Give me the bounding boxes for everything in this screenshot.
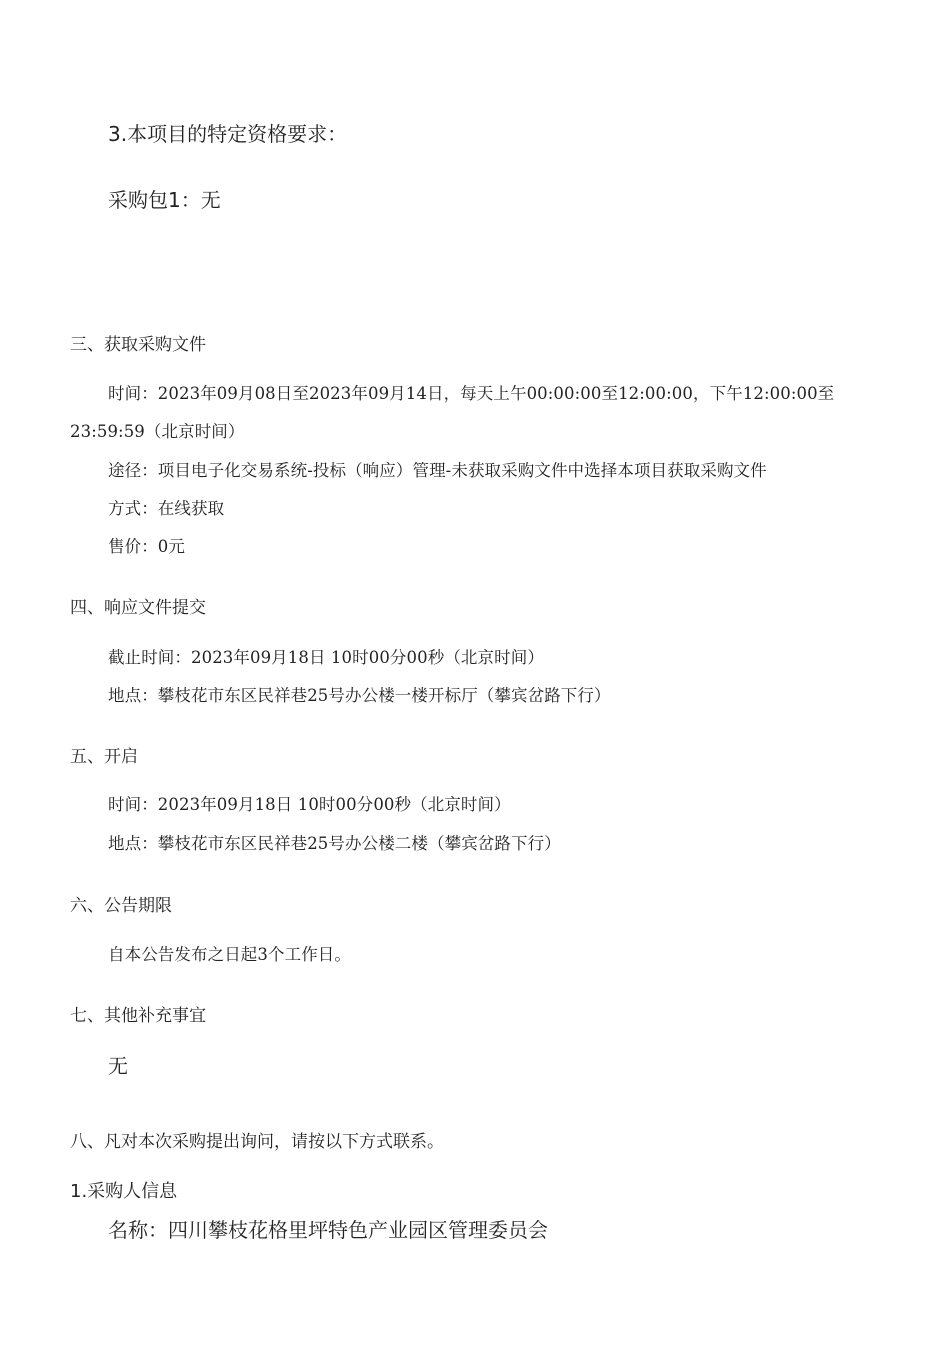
other-text: 无 [108,1054,128,1078]
qualification-title: 3.本项目的特定资格要求： [108,122,348,146]
package-line: 采购包1：无 [108,188,221,212]
section-heading-contact: 八、凡对本次采购提出询问，请按以下方式联系。 [70,1132,444,1152]
section-heading-submit: 四、响应文件提交 [70,598,206,618]
section-heading-obtain: 三、获取采购文件 [70,335,206,355]
section-heading-open: 五、开启 [70,747,138,767]
obtain-time-line1: 时间：2023年09月08日至2023年09月14日，每天上午00:00:00至12:00:00，下午12:00:00至 [108,384,835,403]
section-heading-other: 七、其他补充事宜 [70,1006,206,1026]
submit-deadline: 截止时间：2023年09月18日 10时00分00秒（北京时间） [108,648,544,667]
obtain-price: 售价：0元 [108,537,185,556]
open-time: 时间：2023年09月18日 10时00分00秒（北京时间） [108,795,511,814]
purchaser-name: 名称：四川攀枝花格里坪特色产业园区管理委员会 [108,1218,548,1242]
obtain-method: 方式：在线获取 [108,499,225,518]
obtain-time-line2: 23:59:59（北京时间） [70,422,245,441]
period-text: 自本公告发布之日起3个工作日。 [108,945,351,964]
section-heading-period: 六、公告期限 [70,896,172,916]
submit-location: 地点：攀枝花市东区民祥巷25号办公楼一楼开标厅（攀宾岔路下行） [108,686,611,705]
purchaser-title: 1.采购人信息 [70,1181,178,1202]
obtain-route: 途径：项目电子化交易系统-投标（响应）管理-未获取采购文件中选择本项目获取采购文件 [108,461,767,480]
open-location: 地点：攀枝花市东区民祥巷25号办公楼二楼（攀宾岔路下行） [108,834,561,853]
